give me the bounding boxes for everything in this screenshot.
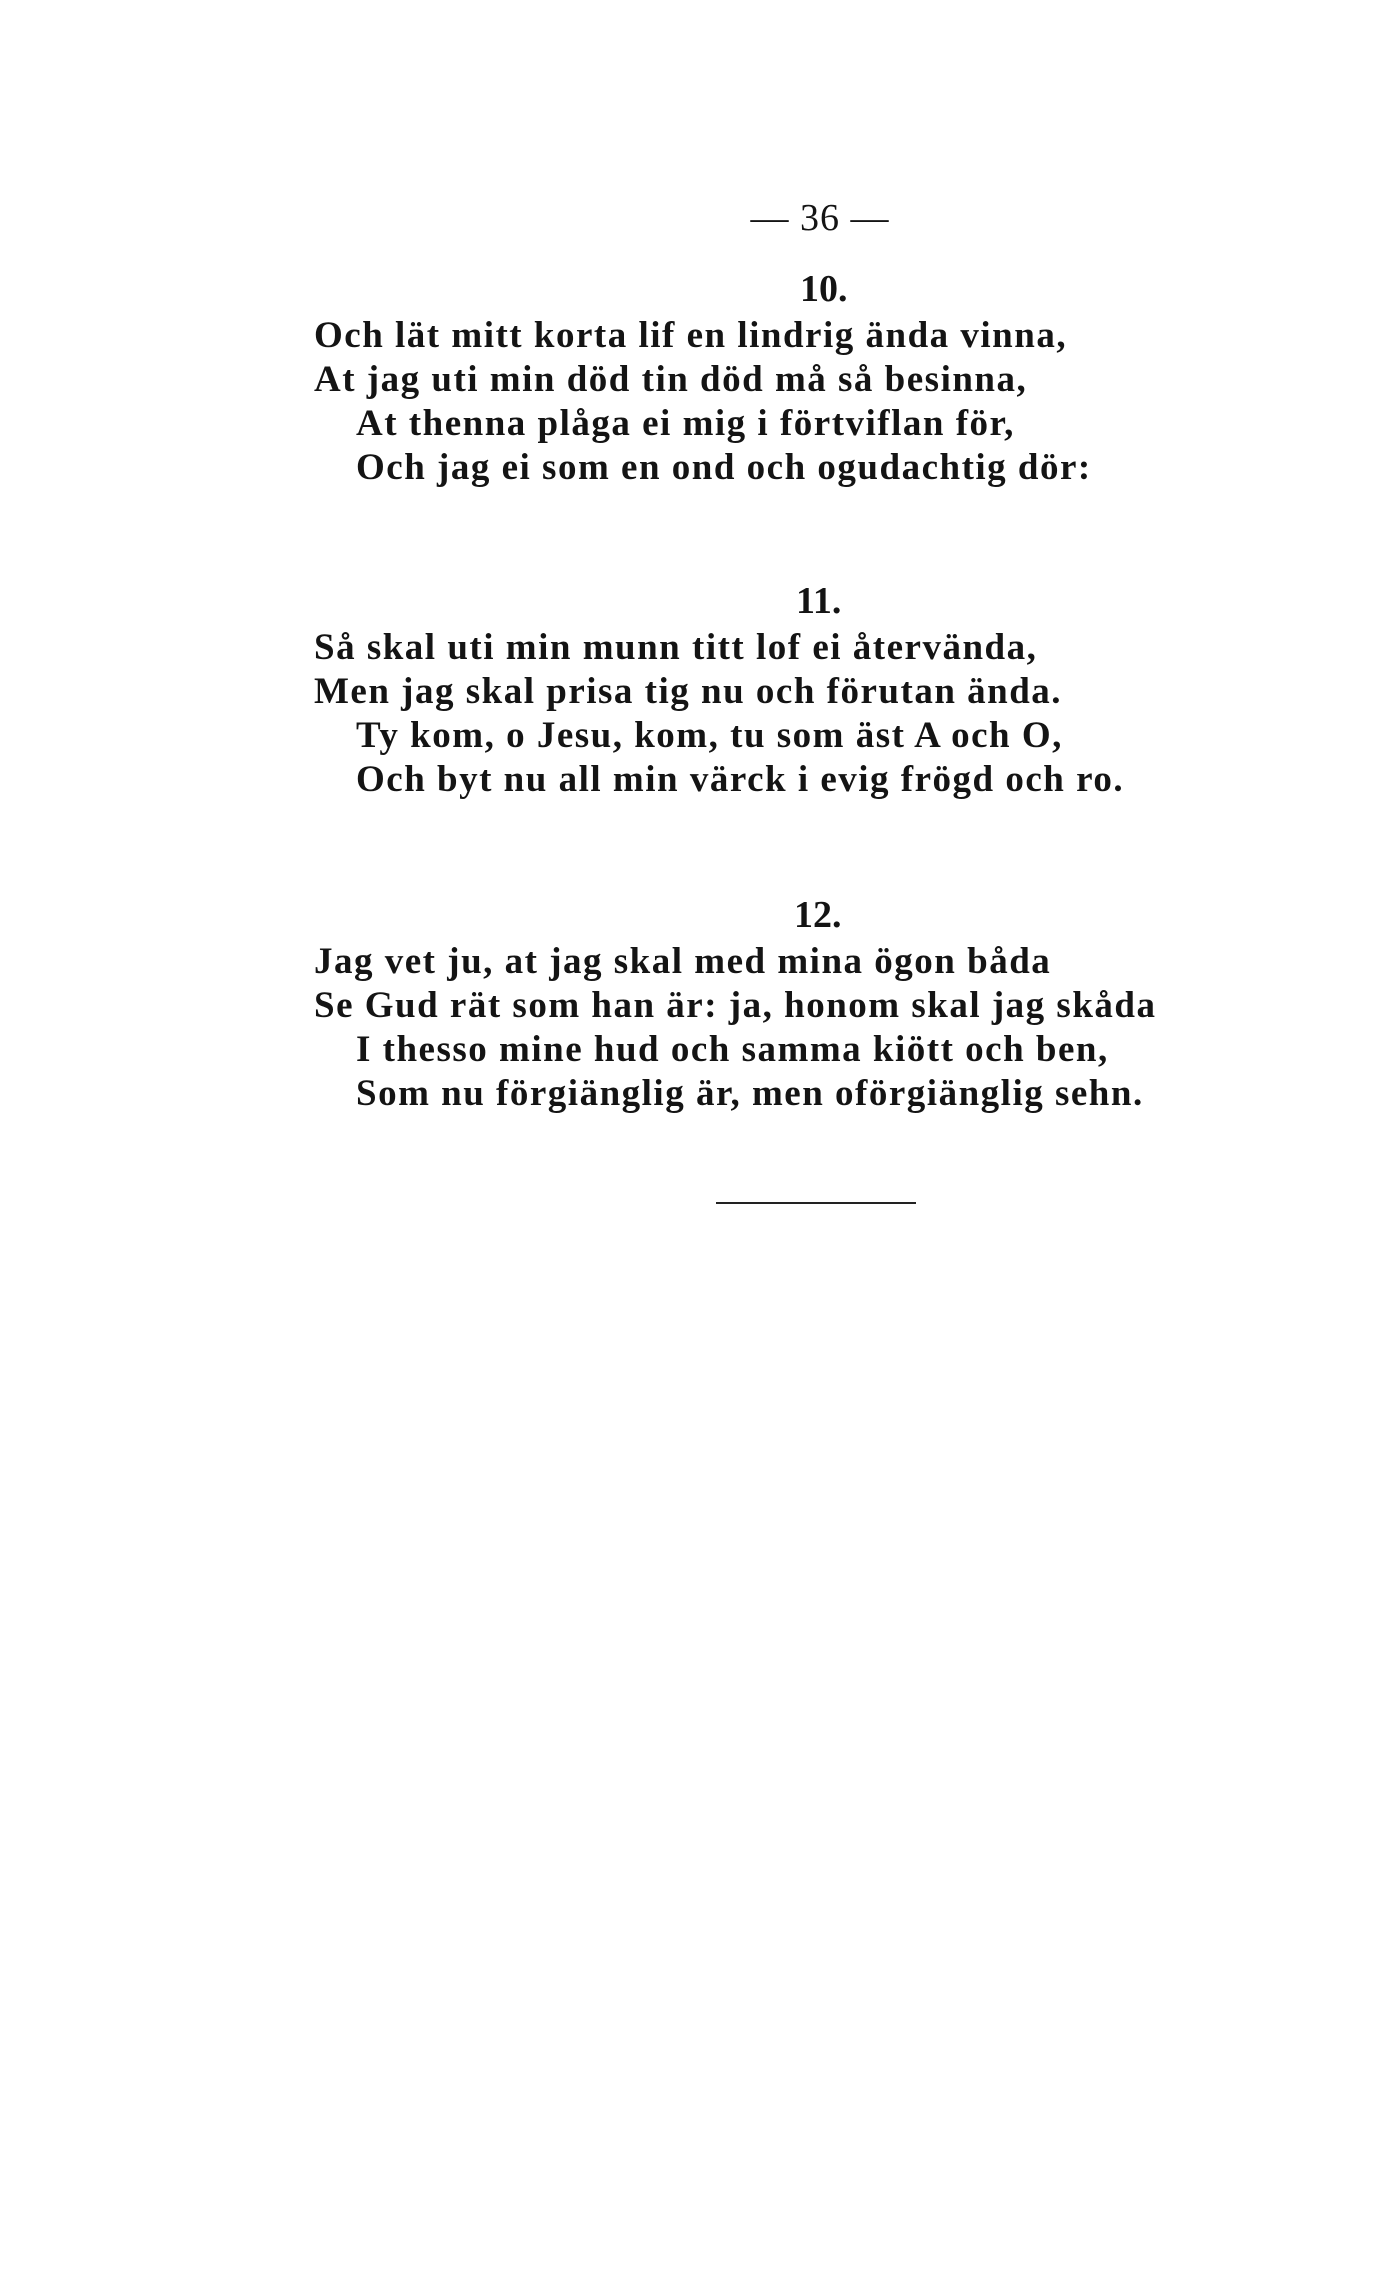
verse-line: At thenna plåga ei mig i förtviflan för, — [356, 403, 1015, 444]
verse-line: Så skal uti min munn titt lof ei återvända, — [314, 627, 1038, 668]
verse-line: Ty kom, o Jesu, kom, tu som äst A och O, — [356, 715, 1063, 756]
verse-line: Se Gud rät som han är: ja, honom skal jag skåda — [314, 985, 1157, 1026]
verse-10 — [314, 264, 1274, 490]
verse-11 — [314, 576, 1274, 802]
end-rule-divider — [716, 1202, 916, 1204]
verse-line: I thesso mine hud och samma kiött och ben, — [356, 1029, 1109, 1070]
verse-12 — [314, 890, 1274, 1116]
verse-number: 10. — [800, 268, 848, 310]
verse-number: 11. — [796, 580, 842, 622]
page-number: — 36 — — [750, 197, 890, 239]
verse-line: Och lät mitt korta lif en lindrig ända vinna, — [314, 315, 1068, 356]
verse-line: Och jag ei som en ond och ogudachtig dör: — [356, 447, 1092, 488]
verse-line: Och byt nu all min värck i evig frögd och ro. — [356, 759, 1125, 800]
verse-number: 12. — [794, 894, 842, 936]
verse-line: Som nu förgiänglig är, men oförgiänglig sehn. — [356, 1073, 1144, 1114]
verse-line: At jag uti min död tin död må så besinna, — [314, 359, 1028, 400]
verse-line: Jag vet ju, at jag skal med mina ögon båda — [314, 941, 1052, 982]
verse-line: Men jag skal prisa tig nu och förutan ända. — [314, 671, 1063, 712]
